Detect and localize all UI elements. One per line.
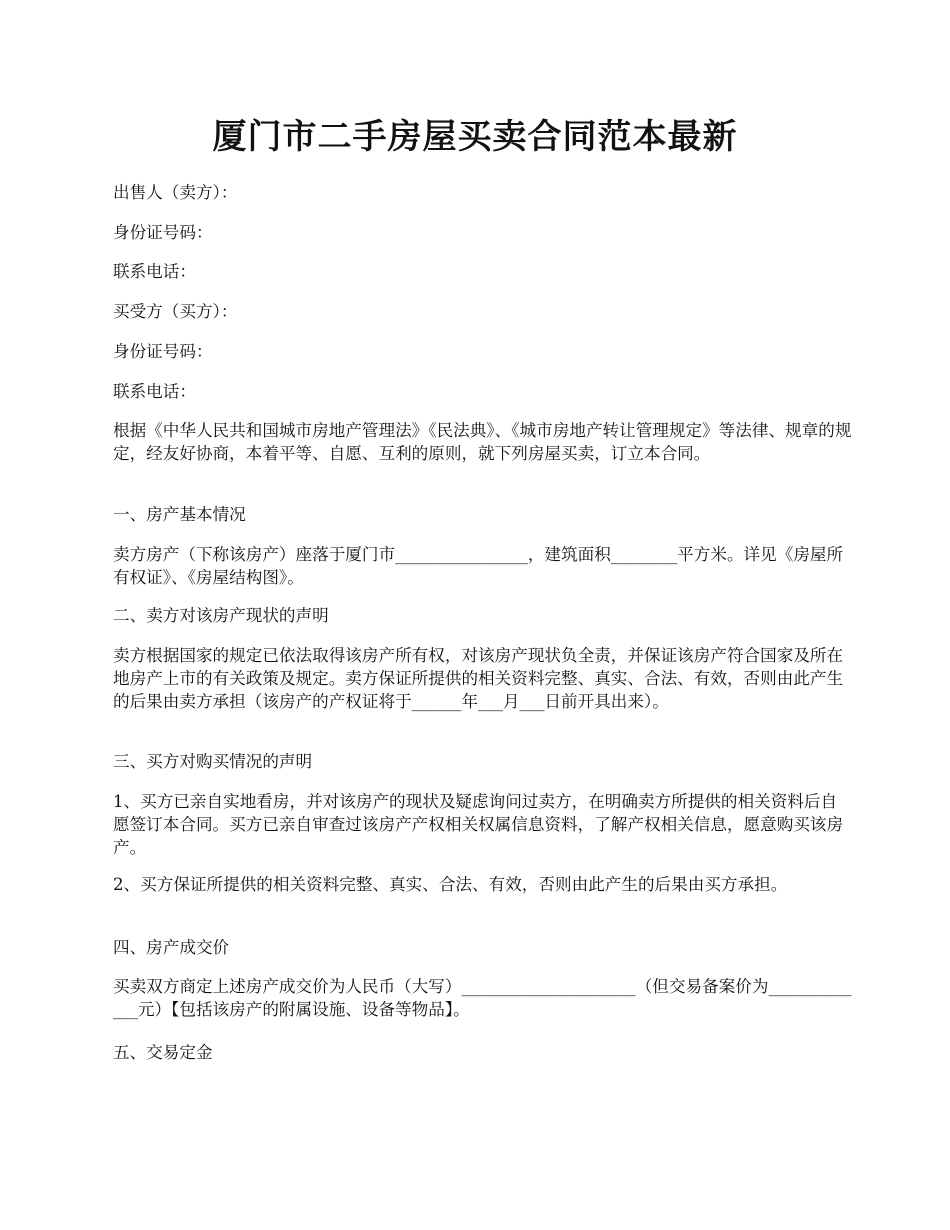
section-2-body: 卖方根据国家的规定已依法取得该房产所有权，对该房产现状负全责，并保证该房产符合国家及所在地房产上市的有关政策及规定。卖方保证所提供的相关资料完整、真实、合法、有效，否则由此产生的后果由卖方承担（该房产的产权证将于______年___月___日前开具出来）。 [113, 646, 844, 711]
section-heading-5: 五、交易定金 [113, 1043, 213, 1062]
section-3-item-2: 2、买方保证所提供的相关资料完整、真实、合法、有效，否则由此产生的后果由买方承担。 [113, 875, 788, 894]
preamble-paragraph: 根据《中华人民共和国城市房地产管理法》《民法典》、《城市房地产转让管理规定》等法律、规章的规定，经友好协商，本着平等、自愿、互利的原则，就下列房屋买卖，订立本合同。 [113, 421, 852, 463]
seller-phone-line: 联系电话： [113, 262, 196, 281]
buyer-phone-line: 联系电话： [113, 382, 196, 401]
buyer-id-line: 身份证号码： [113, 342, 213, 361]
section-1-body: 卖方房产（下称该房产）座落于厦门市________________，建筑面积________平方米。详见《房屋所有权证》、《房屋结构图》。 [113, 545, 844, 587]
document-title: 厦门市二手房屋买卖合同范本最新 [212, 117, 738, 157]
section-heading-4: 四、房产成交价 [113, 938, 230, 957]
buyer-name-line: 买受方（买方）： [113, 302, 238, 321]
section-heading-1: 一、房产基本情况 [113, 505, 246, 524]
seller-id-line: 身份证号码： [113, 223, 213, 242]
section-4-body: 买卖双方商定上述房产成交价为人民币（大写）_____________________（但交易备案价为_____________元）【包括该房产的附属设施、设备等物品】。 [113, 977, 852, 1019]
seller-name-line: 出售人（卖方）： [113, 183, 238, 202]
section-3-item-1: 1、买方已亲自实地看房，并对该房产的现状及疑虑询问过卖方，在明确卖方所提供的相关资料后自愿签订本合同。买方已亲自审查过该房产产权相关权属信息资料，了解产权相关信息，愿意购买该房产。 [113, 792, 844, 857]
section-heading-3: 三、买方对购买情况的声明 [113, 752, 313, 771]
section-heading-2: 二、卖方对该房产现状的声明 [113, 606, 329, 625]
